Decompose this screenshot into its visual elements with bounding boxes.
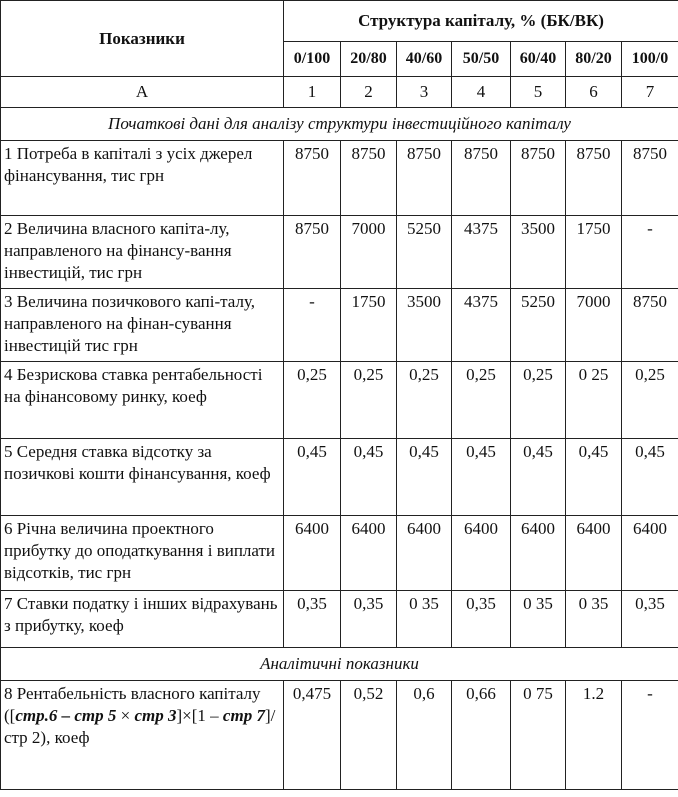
row-label: 6 Річна величина проектного прибутку до оподаткування і виплати відсотків, тис грн — [1, 516, 284, 591]
table-cell: 1.2 — [566, 681, 622, 790]
table-cell: 0,35 — [284, 591, 341, 648]
table-cell: 6400 — [452, 516, 511, 591]
table-cell: 3500 — [397, 289, 452, 362]
table-cell: 7000 — [341, 216, 397, 289]
table-cell: 5250 — [511, 289, 566, 362]
table-cell: 0,25 — [341, 362, 397, 439]
table-row — [1, 591, 678, 648]
column-number: 2 — [341, 77, 397, 108]
table-cell: 8750 — [284, 216, 341, 289]
table-cell: 8750 — [511, 141, 566, 216]
table-cell: 0,45 — [284, 439, 341, 516]
formula-text: ]/стр 2), коеф — [4, 706, 276, 747]
header-row-structure — [1, 1, 678, 42]
table-cell: 8750 — [397, 141, 452, 216]
row-label: 2 Величина власного капіта-лу, направленого на фінансу-вання інвестицій, тис грн — [1, 216, 284, 289]
table-cell: 0,45 — [397, 439, 452, 516]
formula-term: стр.6 – стр 5 — [15, 706, 117, 725]
section-row-initial — [1, 108, 678, 141]
table-cell: 0 35 — [566, 591, 622, 648]
ratio-header: 0/100 — [284, 42, 341, 77]
section-row-analytic — [1, 648, 678, 681]
table-cell: 0,45 — [341, 439, 397, 516]
ratio-header: 100/0 — [622, 42, 678, 77]
table-cell: 6400 — [341, 516, 397, 591]
ratio-header: 40/60 — [397, 42, 452, 77]
formula-text: 8 Рентабельність власного капіталу ([ — [4, 684, 261, 725]
table-cell: 0 75 — [511, 681, 566, 790]
structure-header: Структура капіталу, % (БК/ВК) — [284, 1, 678, 42]
section-title-analytic: Аналітичні показники — [1, 648, 678, 681]
table-cell: 4375 — [452, 289, 511, 362]
table-row — [1, 289, 678, 362]
table-cell: 8750 — [622, 289, 678, 362]
formula-text: × — [116, 706, 135, 725]
table-cell: 5250 — [397, 216, 452, 289]
column-number: 3 — [397, 77, 452, 108]
table-cell: 0 25 — [566, 362, 622, 439]
column-number: 5 — [511, 77, 566, 108]
table-cell: - — [284, 289, 341, 362]
indicators-header: Показники — [1, 1, 284, 77]
table-cell: 0,66 — [452, 681, 511, 790]
ratio-header: 80/20 — [566, 42, 622, 77]
table-cell: - — [622, 681, 678, 790]
table-cell: 0 35 — [511, 591, 566, 648]
table-cell: 0,45 — [566, 439, 622, 516]
formula-term: стр 7 — [222, 706, 265, 725]
ratio-header: 20/80 — [341, 42, 397, 77]
table-cell: 0,35 — [622, 591, 678, 648]
table-cell: 1750 — [341, 289, 397, 362]
table-row — [1, 141, 678, 216]
table-row — [1, 516, 678, 591]
row-label: 4 Безрискова ставка рентабельності на фінансовому ринку, коеф — [1, 362, 284, 439]
formula-term: стр 3 — [134, 706, 177, 725]
section-title-initial: Початкові дані для аналізу структури інвестиційного капіталу — [1, 108, 678, 141]
table-row — [1, 362, 678, 439]
table-cell: 3500 — [511, 216, 566, 289]
table-cell: 6400 — [511, 516, 566, 591]
column-number: 4 — [452, 77, 511, 108]
table-row — [1, 439, 678, 516]
table-cell: 6400 — [622, 516, 678, 591]
table-cell: 6400 — [397, 516, 452, 591]
table-cell: 0,45 — [622, 439, 678, 516]
table-cell: 0,25 — [511, 362, 566, 439]
table-cell: 0,25 — [397, 362, 452, 439]
table-cell: 8750 — [622, 141, 678, 216]
column-number: 7 — [622, 77, 678, 108]
row-label: 7 Ставки податку і інших відрахувань з прибутку, коеф — [1, 591, 284, 648]
table-cell: 1750 — [566, 216, 622, 289]
table-cell: 4375 — [452, 216, 511, 289]
row-label: 3 Величина позичкового капі-талу, направленого на фінан-сування інвестицій тис грн — [1, 289, 284, 362]
table-cell: 0,45 — [452, 439, 511, 516]
table-cell: 0,25 — [622, 362, 678, 439]
table-cell: 7000 — [566, 289, 622, 362]
table-cell: 8750 — [452, 141, 511, 216]
table-cell: 0,35 — [341, 591, 397, 648]
column-number: А — [1, 77, 284, 108]
row-label: 1 Потреба в капіталі з усіх джерел фінансування, тис грн — [1, 141, 284, 216]
ratio-header: 50/50 — [452, 42, 511, 77]
column-number-row — [1, 77, 678, 108]
table-cell: 8750 — [284, 141, 341, 216]
row-label-formula — [1, 681, 284, 790]
row-label: 5 Середня ставка відсотку за позичкові кошти фінансування, коеф — [1, 439, 284, 516]
table-cell: 0,45 — [511, 439, 566, 516]
table-cell: 6400 — [566, 516, 622, 591]
table-cell: 0,25 — [452, 362, 511, 439]
table-cell: 0,6 — [397, 681, 452, 790]
table-cell: 0,35 — [452, 591, 511, 648]
table-cell: 0 35 — [397, 591, 452, 648]
formula-text: ]×[1 – — [176, 706, 223, 725]
table-cell: 0,25 — [284, 362, 341, 439]
ratio-header: 60/40 — [511, 42, 566, 77]
table-row — [1, 681, 678, 790]
table-cell: 0,475 — [284, 681, 341, 790]
table-cell: 0,52 — [341, 681, 397, 790]
table-cell: 8750 — [566, 141, 622, 216]
table-cell: 6400 — [284, 516, 341, 591]
table-cell: - — [622, 216, 678, 289]
column-number: 6 — [566, 77, 622, 108]
table-cell: 8750 — [341, 141, 397, 216]
table-row — [1, 216, 678, 289]
column-number: 1 — [284, 77, 341, 108]
